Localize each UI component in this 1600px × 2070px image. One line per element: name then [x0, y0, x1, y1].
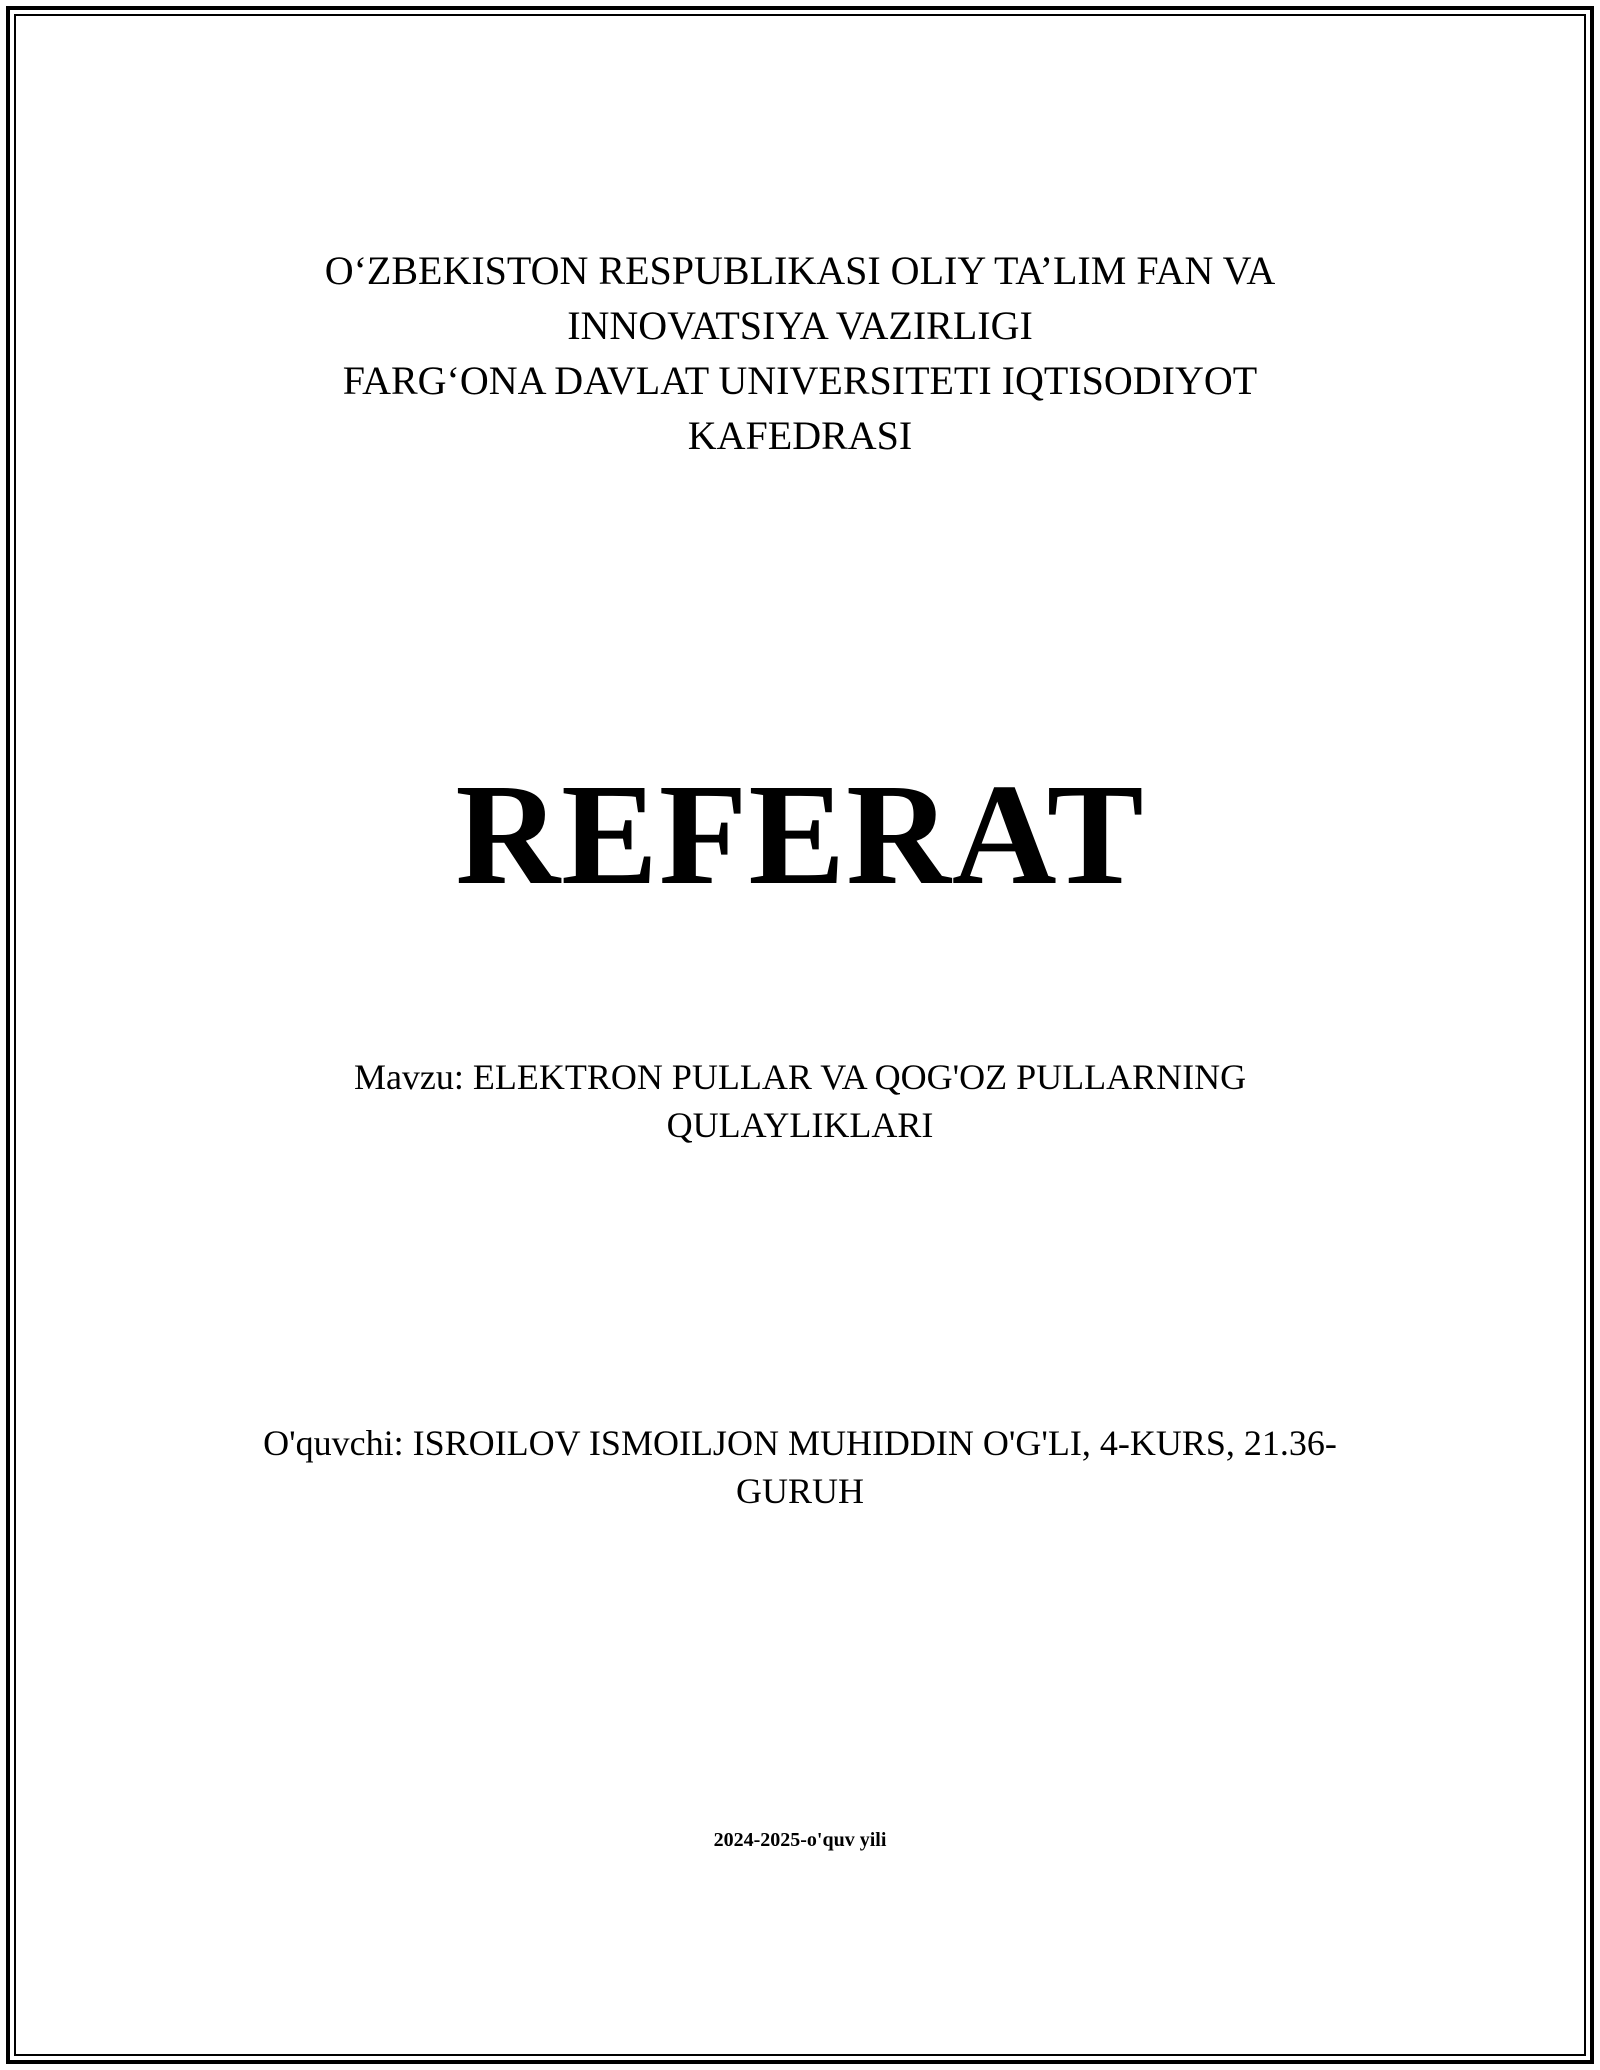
institution-header-line: KAFEDRASI — [687, 413, 913, 458]
institution-header-line: FARG‘ONA DAVLAT UNIVERSITETI IQTISODIYOT — [342, 358, 1258, 403]
topic — [0, 1053, 1600, 1149]
student-info — [0, 1419, 1600, 1515]
student-info-line: O'quvchi: ISROILOV ISMOILJON MUHIDDIN O'G'LI, 4-KURS, 21.36- — [263, 1423, 1337, 1463]
topic-line: QULAYLIKLARI — [666, 1105, 934, 1145]
document-title: REFERAT — [455, 755, 1145, 915]
topic-line: Mavzu: ELEKTRON PULLAR VA QOG'OZ PULLARNING — [353, 1057, 1247, 1097]
academic-year: 2024-2025-o'quv yili — [713, 1829, 887, 1851]
institution-header — [0, 243, 1600, 463]
institution-header-line: INNOVATSIYA VAZIRLIGI — [567, 303, 1033, 348]
institution-header-line: O‘ZBEKISTON RESPUBLIKASI OLIY TA’LIM FAN VA — [324, 248, 1276, 293]
student-info-line: GURUH — [735, 1471, 864, 1511]
